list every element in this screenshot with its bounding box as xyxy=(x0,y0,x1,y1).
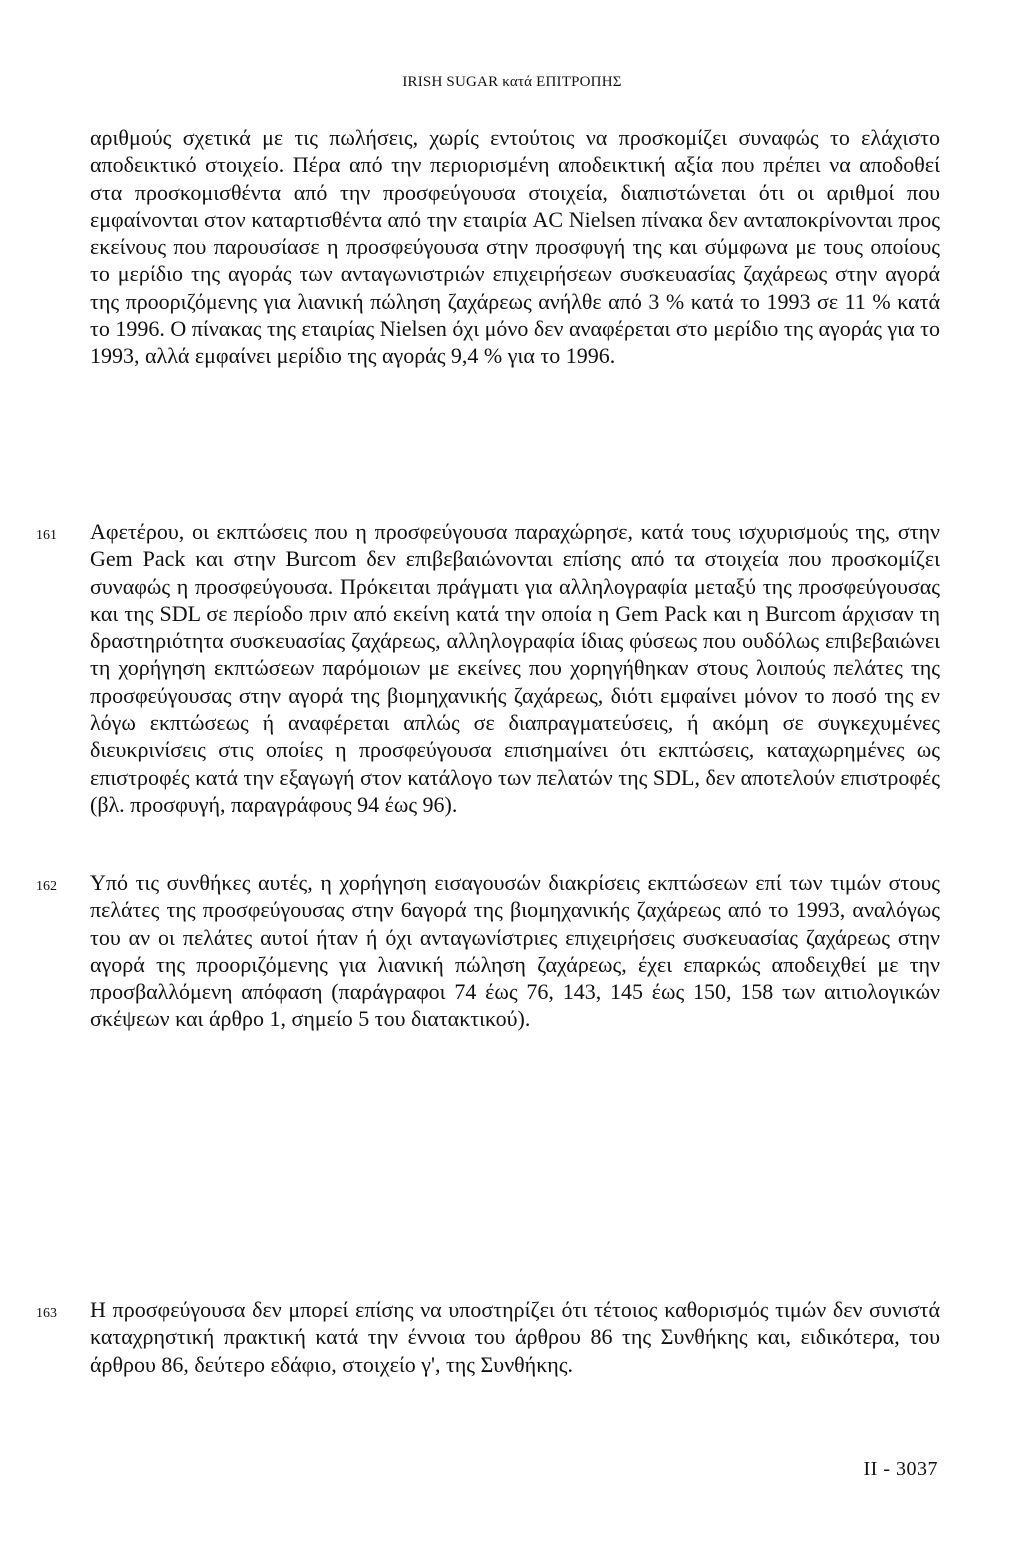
paragraph-162: Υπό τις συνθήκες αυτές, η χορήγηση εισαγουσών διακρίσεις εκπτώσεων επί των τιμών στους πελάτες της προσφεύγουσας στην 6αγορά της βιομηχανικής ζαχάρεως από το 1993, αναλόγως του αν οι πελάτες αυτοί ήταν ή όχι ανταγωνίστριες επιχειρήσεις συσκευασίας ζαχάρεως στην αγορά της προοριζόμενης για λιανική πώληση ζαχάρεως, έχει επαρκώς αποδειχθεί με την προσβαλλόμενη απόφαση (παράγραφοι 74 έως 76, 143, 145 έως 150, 158 των αιτιολογικών σκέψεων και άρθρο 1, σημείο 5 του διατακτικού). xyxy=(90,870,940,1032)
paragraph-number-161: 161 xyxy=(36,528,57,543)
paragraph-number-163: 163 xyxy=(36,1306,57,1321)
paragraph-number-162: 162 xyxy=(36,879,57,894)
paragraph-163: Η προσφεύγουσα δεν μπορεί επίσης να υποστηρίζει ότι τέτοιος καθορισμός τιμών δεν συνιστά καταχρηστική πρακτική κατά την έννοια του άρθρου 86 της Συνθήκης και, ειδικότερα, του άρθρου 86, δεύτερο εδάφιο, στοιχείο γ', της Συνθήκης. xyxy=(90,1297,940,1377)
running-header: IRISH SUGAR κατά ΕΠΙΤΡΟΠΗΣ xyxy=(402,74,622,90)
paragraph-continuation: αριθμούς σχετικά με τις πωλήσεις, χωρίς εντούτοις να προσκομίζει συναφώς το ελάχιστο αποδεικτικό στοιχείο. Πέρα από την περιορισμένη αποδεικτική αξία που πρέπει να αποδοθεί στα προσκομισθέντα από την προσφεύγουσα στοιχεία, διαπιστώνεται ότι οι αριθμοί που εμφαίνονται στον καταρτισθέντα από την εταιρία AC Nielsen πίνακα δεν ανταποκρίνονται προς εκείνους που παρουσίασε η προσφεύγουσα στην προσφυγή της και σύμφωνα με τους οποίους το μερίδιο της αγοράς των ανταγωνιστριών επιχειρήσεων συσκευασίας ζαχάρεως στην αγορά της προοριζόμενης για λιανική πώληση ζαχάρεως ανήλθε από 3 % κατά το 1993 σε 11 % κατά το 1996. Ο πίνακας της εταιρίας Nielsen όχι μόνο δεν αναφέρεται στο μερίδιο της αγοράς για το 1993, αλλά εμφαίνει μερίδιο της αγοράς 9,4 % για το 1996. xyxy=(90,125,940,369)
paragraph-161: Αφετέρου, οι εκπτώσεις που η προσφεύγουσα παραχώρησε, κατά τους ισχυρισμούς της, στην Gem Pack και στην Burcom δεν επιβεβαιώνονται επίσης από τα στοιχεία που προσκομίζει συναφώς η προσφεύγουσα. Πρόκειται πράγματι για αλληλογραφία μεταξύ της προσφεύγουσας και της SDL σε περίοδο πριν από εκείνη κατά την οποία η Gem Pack και η Burcom άρχισαν τη δραστηριότητα συσκευασίας ζαχάρεως, αλληλογραφία ίδιας φύσεως που ουδόλως επιβεβαιώνει τη χορήγηση εκπτώσεων παρόμοιων με εκείνες που χορηγήθηκαν στους λοιπούς πελάτες της προσφεύγουσας στην αγορά της βιομηχανικής ζαχάρεως, διότι εμφαίνει μόνον το ποσό της εν λόγω εκπτώσεως ή αναφέρεται απλώς σε διαπραγματεύσεις, ή ακόμη σε συγκεχυμένες διευκρινίσεις στις οποίες η προσφεύγουσα επισημαίνει ότι εκπτώσεις, καταχωρημένες ως επιστροφές κατά την εξαγωγή στον κατάλογο των πελατών της SDL, δεν αποτελούν επιστροφές (βλ. προσφυγή, παραγράφους 94 έως 96). xyxy=(90,519,940,817)
page-number: II - 3037 xyxy=(863,1458,938,1480)
